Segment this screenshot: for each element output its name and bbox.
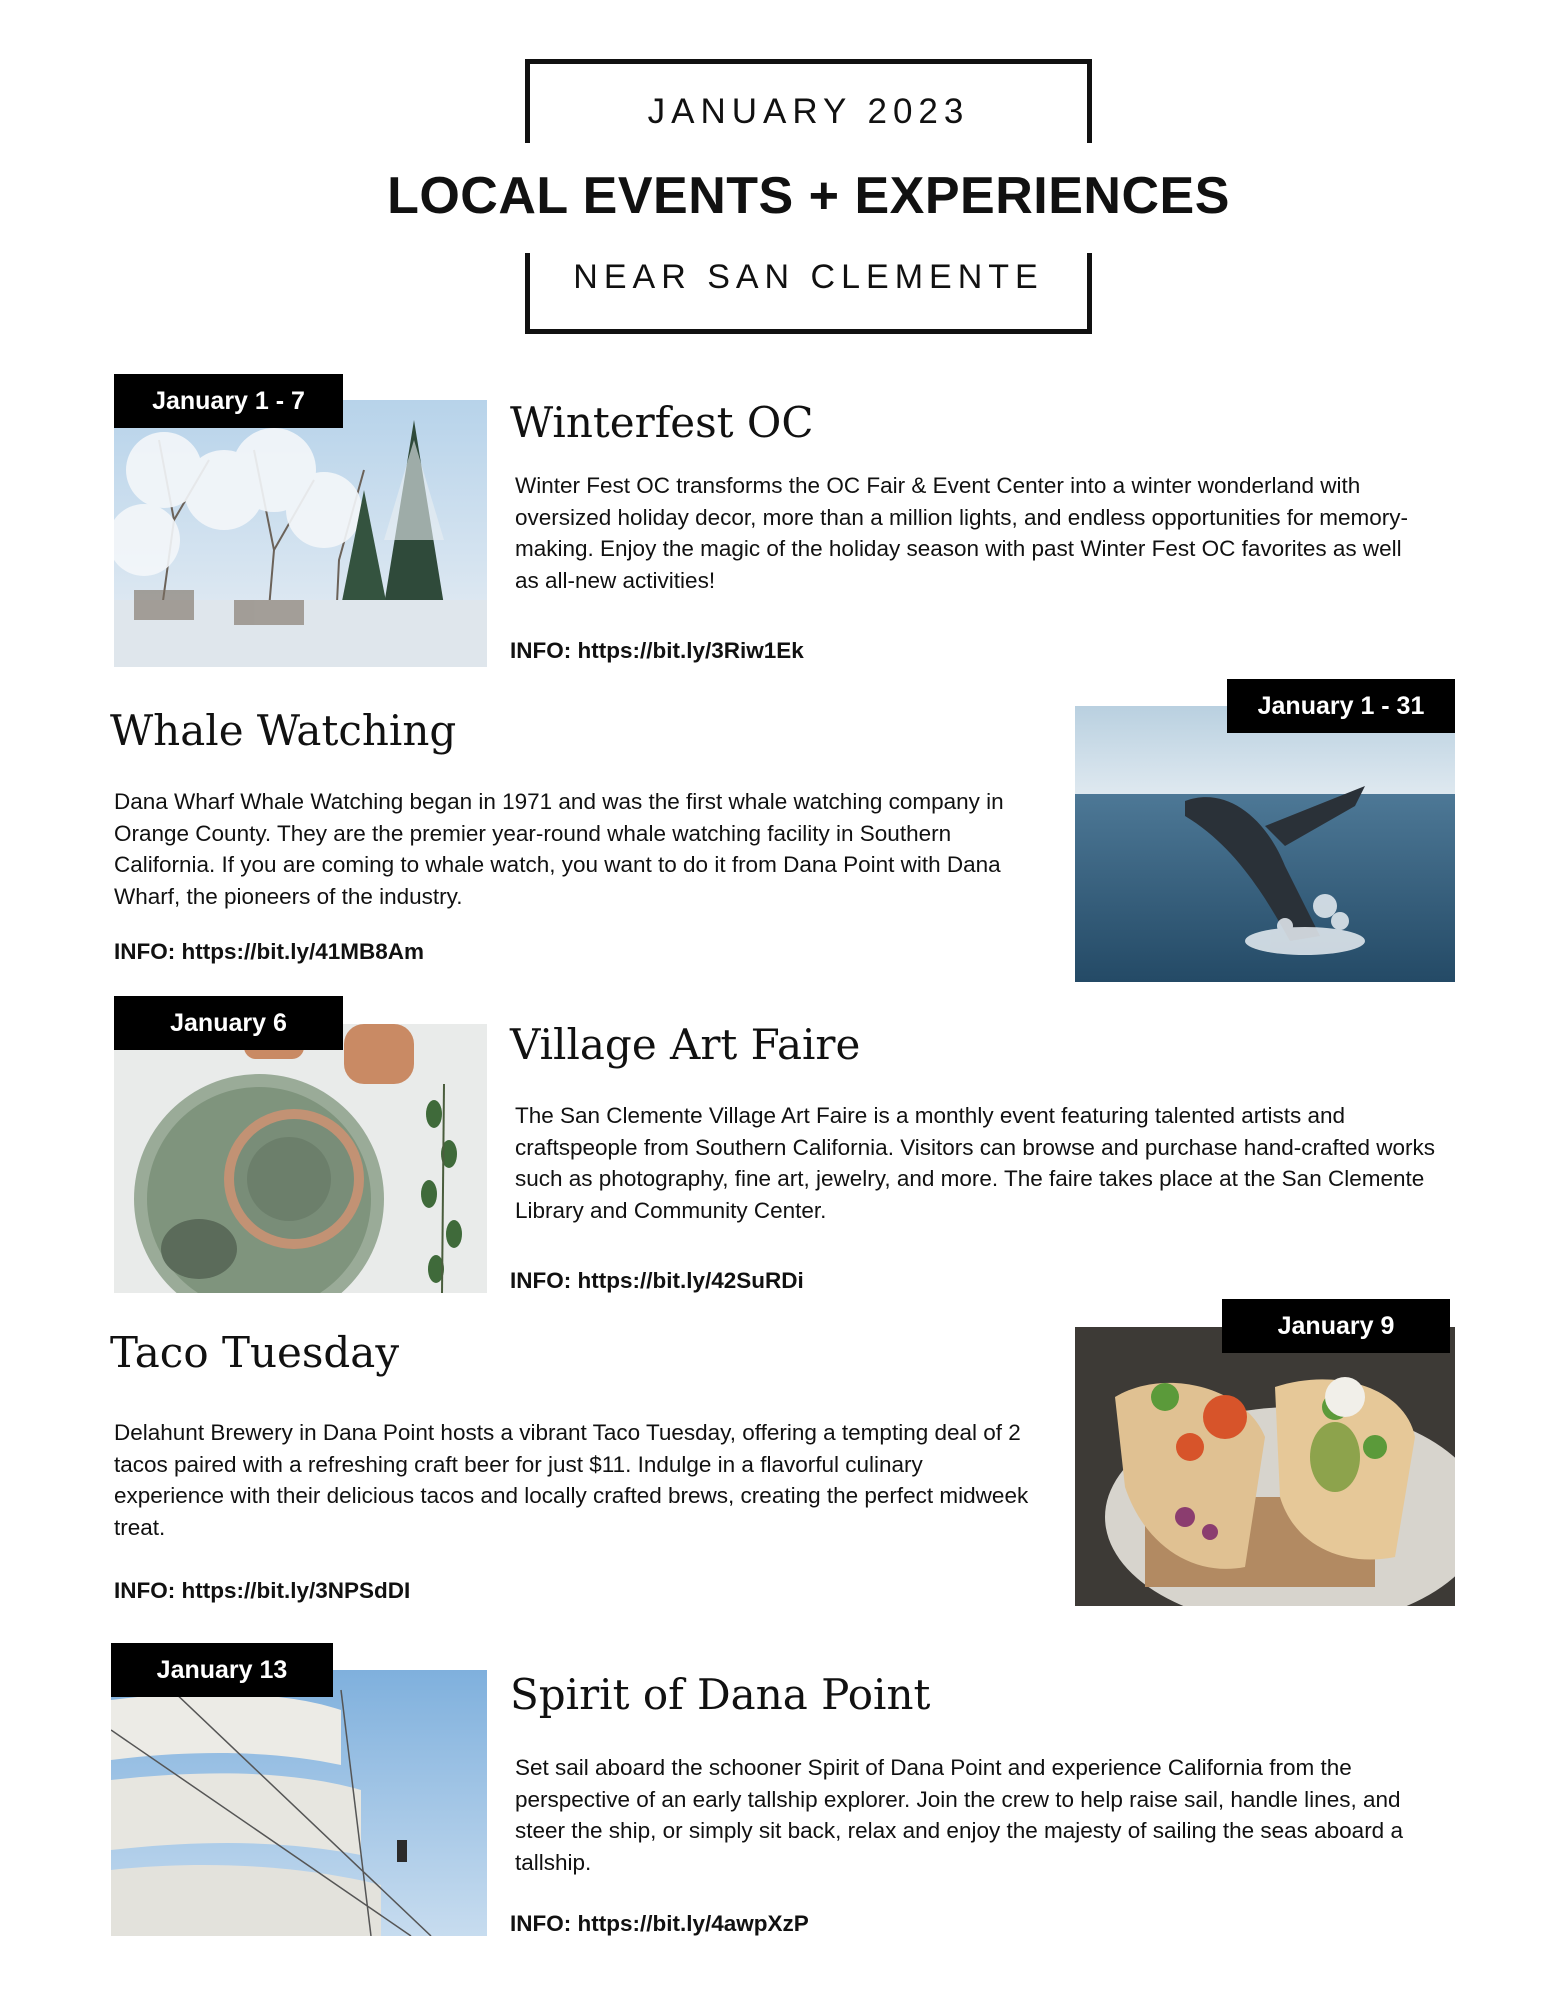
event-title: Village Art Faire (510, 1020, 861, 1069)
ceramics-photo (114, 1024, 487, 1293)
event-title: Winterfest OC (510, 398, 814, 447)
event-info-link[interactable]: INFO: https://bit.ly/41MB8Am (114, 939, 425, 964)
event-description: Delahunt Brewery in Dana Point hosts a vibrant Taco Tuesday, offering a tempting deal of 2 tacos paired with a refreshing craft beer for just $11. Indulge in a flavorful culinary experience with their delicious tacos and locally crafted brews, creating the perfect midweek treat. (114, 1420, 1029, 1540)
event-date-badge: January 1 - 31 (1227, 679, 1455, 733)
event-description: Set sail aboard the schooner Spirit of Dana Point and experience California from the perspective of an early tallship explorer. Join the crew to help raise sail, handle lines, and steer the ship, or simply sit back, relax and enjoy the majesty of sailing the seas aboard a tallship. (515, 1755, 1403, 1875)
header-subtitle: NEAR SAN CLEMENTE (573, 258, 1044, 296)
page-title: LOCAL EVENTS + EXPERIENCES (387, 167, 1230, 225)
snowy-forest-photo (114, 400, 487, 667)
event-info-link[interactable]: INFO: https://bit.ly/42SuRDi (510, 1268, 804, 1293)
event-description: Winter Fest OC transforms the OC Fair & Event Center into a winter wonderland with oversized holiday decor, more than a million lights, and endless opportunities for memory-making. Enjoy the magic of the holiday season with past Winter Fest OC favorites as well as all-new activities! (515, 473, 1408, 593)
event-date-badge: January 1 - 7 (114, 374, 343, 428)
event-title: Spirit of Dana Point (510, 1670, 931, 1719)
tallship-sails-photo (111, 1670, 487, 1936)
tacos-photo (1075, 1327, 1455, 1606)
breaching-whale-photo (1075, 706, 1455, 982)
event-info-link[interactable]: INFO: https://bit.ly/3NPSdDI (114, 1578, 411, 1603)
event-info-link[interactable]: INFO: https://bit.ly/3Riw1Ek (510, 638, 804, 663)
event-date-badge: January 9 (1222, 1299, 1450, 1353)
header-month: JANUARY 2023 (647, 92, 970, 131)
event-title: Taco Tuesday (110, 1328, 400, 1377)
event-title: Whale Watching (110, 706, 457, 755)
event-info-link[interactable]: INFO: https://bit.ly/4awpXzP (510, 1911, 809, 1936)
event-date-badge: January 13 (111, 1643, 333, 1697)
event-date-badge: January 6 (114, 996, 343, 1050)
event-description: Dana Wharf Whale Watching began in 1971 and was the first whale watching company in Orange County. They are the premier year-round whale watching facility in Southern California. If you are coming to whale watch, you want to do it from Dana Point with Dana Wharf, the pioneers of the industry. (114, 789, 1004, 909)
event-description: The San Clemente Village Art Faire is a monthly event featuring talented artists and craftspeople from Southern California. Visitors can browse and purchase hand-crafted works such as photography, fine art, jewelry, and more. The faire takes place at the San Clemente Library and Community Center. (515, 1103, 1436, 1223)
